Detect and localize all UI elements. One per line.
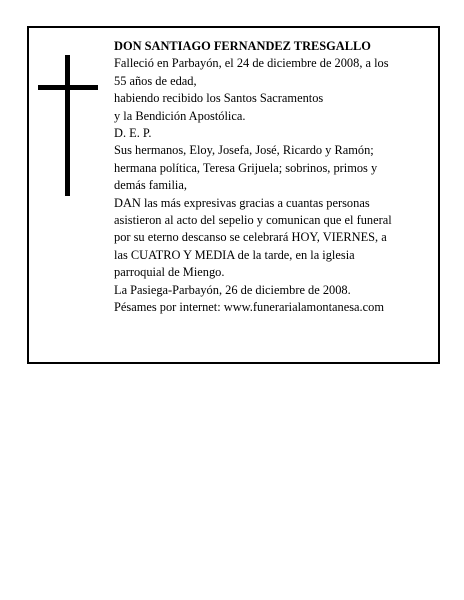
deceased-name: DON SANTIAGO FERNANDEZ TRESGALLO <box>114 39 371 53</box>
text-line: Sus hermanos, Eloy, Josefa, José, Ricardo y Ramón; <box>114 143 374 158</box>
text-line: hermana política, Teresa Grijuela; sobrinos, primos y <box>114 160 378 175</box>
cross-icon-bar <box>38 85 98 90</box>
text-line: Pésames por internet: www.funerarialamontanesa.com <box>114 300 384 315</box>
text-line: las CUATRO Y MEDIA de la tarde, en la iglesia <box>114 247 355 262</box>
text-line: habiendo recibido los Santos Sacramentos <box>114 91 324 106</box>
obituary-text <box>114 38 426 317</box>
text-line: DAN las más expresivas gracias a cuantas personas <box>114 195 370 210</box>
text-line: parroquial de Miengo. <box>114 265 225 280</box>
text-line: 55 años de edad, <box>114 73 197 88</box>
text-line: demás familia, <box>114 178 187 193</box>
text-line: asistieron al acto del sepelio y comunican que el funeral <box>114 213 392 228</box>
text-line: La Pasiega-Parbayón, 26 de diciembre de 2008. <box>114 282 351 297</box>
text-line: y la Bendición Apostólica. <box>114 108 246 123</box>
text-line: D. E. P. <box>114 126 152 141</box>
text-line: por su eterno descanso se celebrará HOY, VIERNES, a <box>114 230 387 245</box>
text-line: Falleció en Parbayón, el 24 de diciembre de 2008, a los <box>114 56 389 71</box>
cross-icon <box>65 55 70 196</box>
